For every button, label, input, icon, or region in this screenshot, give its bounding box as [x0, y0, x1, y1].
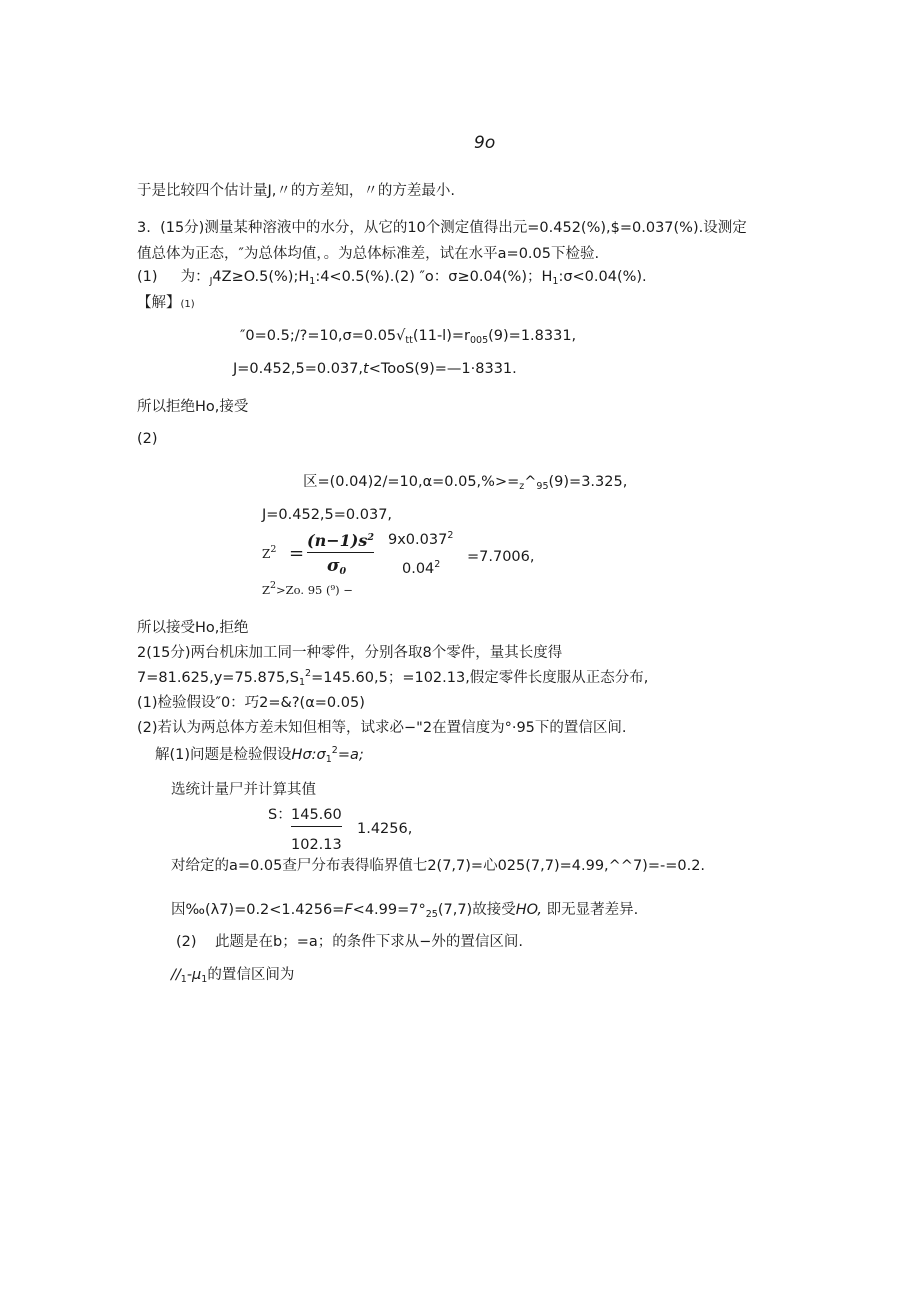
- calc3-c: (9)=3.325,: [548, 474, 628, 490]
- mu-c: 的置信区间为: [207, 967, 295, 983]
- problem3-text1: (15分)测量某种溶液中的水分，从它的10个测定值得出元=0.452(%),$=0.037(%).设测定: [160, 220, 747, 236]
- part2-b: 此题是在b；=a；的条件下求从−外的置信区间.: [214, 934, 523, 950]
- solution-sub: (1): [180, 299, 195, 310]
- mu-a: //: [171, 967, 181, 983]
- solution-label: 【解】: [137, 295, 181, 311]
- problem2-text1: 2(15分)两台机床加工同一种零件，分别各取8个零件，量其长度得: [137, 645, 563, 661]
- q1-c: :4<0.5(%).(2) ″o：σ≥0.04(%)；H: [315, 269, 553, 285]
- q1-label: (1): [137, 269, 158, 285]
- chi-denominator: 0.04$^2$: [402, 559, 441, 577]
- problem2-sol3: 对给定的a=0.05查尸分布表得临界值七2(7,7)=心025(7,7)=4.99,^^7)=-=0.2.: [171, 858, 706, 874]
- chi-lhs-text: Z: [262, 547, 271, 561]
- calc1-b: (11-l)=r: [412, 328, 470, 344]
- problem2-q2: (2)若认为两总体方差未知但相等，试求必−"2在置信度为°·95下的置信区间.: [137, 720, 627, 736]
- problem2-sol1: 解(1)问题是检验假设$H\sigma:\sigma_1^2=a$;: [155, 745, 364, 765]
- conclusion-2: 所以接受Ho,拒绝: [137, 620, 249, 636]
- sol1-c: =a;: [337, 747, 364, 763]
- chi-compare-z: Z: [262, 583, 270, 597]
- sol4-b: F: [344, 902, 353, 918]
- problem3-text2: 值总体为正态，″为总体均值，。为总体标准差，试在水平a=0.05下检验.: [137, 246, 600, 262]
- chi-formula-den-text: σ: [327, 556, 340, 576]
- chi-formula-numerator: $(n-1)s^2$: [307, 532, 374, 553]
- chi-result: =7.7006,: [467, 549, 535, 565]
- problem2-q1: (1)检验假设″0：巧2=&?(α=0.05): [137, 695, 365, 711]
- sol1-b: Hσ:σ: [291, 747, 326, 763]
- sol4-e: HO,: [515, 902, 543, 918]
- sol4-d: (7,7)故接受: [437, 902, 516, 918]
- problem2-sol4: 因$‰(\lambda 7)=0.2<1.4256=F<4.99=7^\circ_{25}(7,7)$故接受HO, 即无显著差异.: [171, 902, 639, 920]
- chi-numerator: 9x0.037$^2$: [388, 530, 454, 548]
- chi-formula-num-text: (n−1)s: [307, 531, 368, 550]
- problem3-number: 3.: [137, 220, 151, 236]
- p2-text2-a: 7=81.625,y=75.875,S: [137, 670, 299, 686]
- chi-formula-denominator: $\sigma_0$: [327, 556, 347, 577]
- calc1-a: ″0=0.5;/?=10,σ=0.05√: [240, 328, 406, 344]
- solution-header: [137, 294, 195, 314]
- problem2-part2: [176, 933, 523, 951]
- chi-lhs: $Z^2$: [262, 544, 277, 561]
- problem2-sol2: 选统计量尸并计算其值: [171, 782, 316, 798]
- calc3-b: ^: [524, 474, 537, 490]
- equals-sign: =: [289, 543, 305, 564]
- chi-compare-rest: >Zo. 95 (⁹) −: [276, 583, 353, 597]
- calc-line-3: 区$=(0.04)2/=10,\alpha=0.05,\%>=_z\^{}_{95}(9)=3.325$,: [303, 474, 628, 492]
- mu-b: -μ: [186, 967, 202, 983]
- part2-a: (2): [176, 934, 197, 950]
- part2-label: (2): [137, 431, 158, 447]
- problem3-line1: [137, 219, 747, 237]
- calc-line-2: J=0.452,5=0.037,t<TooS(9)=—1·8331.: [233, 361, 517, 377]
- sol1-a: 解(1)问题是检验假设: [155, 747, 292, 763]
- conclusion-1: 所以拒绝Ho,接受: [137, 399, 249, 415]
- f-denominator: 102.13: [291, 837, 342, 853]
- q1-a: 为：: [180, 269, 210, 285]
- f-numerator: 145.60: [291, 806, 342, 827]
- conclusion-line: 于是比较四个估计量J,〃的方差知，〃的方差最小.: [137, 183, 455, 199]
- calc3-a: 区=(0.04)2/=10,α=0.05,%>=: [303, 474, 520, 490]
- problem2-text2: $7=81.625,y=75.875,S_1^2=145.60,5$；=102.13,假定零件长度服从正态分布,: [137, 668, 649, 688]
- page-fragment: 9o: [474, 133, 496, 153]
- calc-line-1: $''0=0.5;/?=10,\sigma=0.05√_{tt}(11-l)=r_{005}(9)=1.8331$,: [240, 328, 577, 346]
- chi-den-text: 0.04: [402, 561, 435, 577]
- sol4-a: 因‰(λ7)=0.2<1.4256=: [171, 902, 345, 918]
- sol4-c: <4.99=7°: [352, 902, 426, 918]
- mu-interval: $//_1-\mu_1$的置信区间为: [171, 967, 295, 985]
- chi-compare: $Z^2>Zo$. 95 (⁹) −: [262, 580, 353, 597]
- calc2-b: <TooS(9)=—1·8331.: [368, 361, 517, 377]
- f-result: 1.4256,: [357, 821, 413, 837]
- p2-text2-b: =145.60,5；=102.13,假定零件长度服从正态分布,: [311, 670, 649, 686]
- q1-b: 4Z≥O.5(%);H: [212, 269, 310, 285]
- calc2-a: J=0.452,5=0.037,: [233, 361, 364, 377]
- calc1-c: (9)=1.8331,: [488, 328, 577, 344]
- problem3-hypotheses: (1) 为：$_J4Z\ge O.5(\%);H_1:4<0.5(\%).(2)$ ″o：σ≥0.04(%)；$H_1:\sigma<0.04(\%)$.: [137, 269, 647, 287]
- sol4-f: 即无显著差异.: [546, 902, 639, 918]
- calc-line-4: J=0.452,5=0.037,: [262, 507, 393, 523]
- q1-d: :σ<0.04(%).: [558, 269, 647, 285]
- chi-num-text: 9x0.037: [388, 532, 448, 548]
- frac-prefix: S：: [268, 807, 292, 823]
